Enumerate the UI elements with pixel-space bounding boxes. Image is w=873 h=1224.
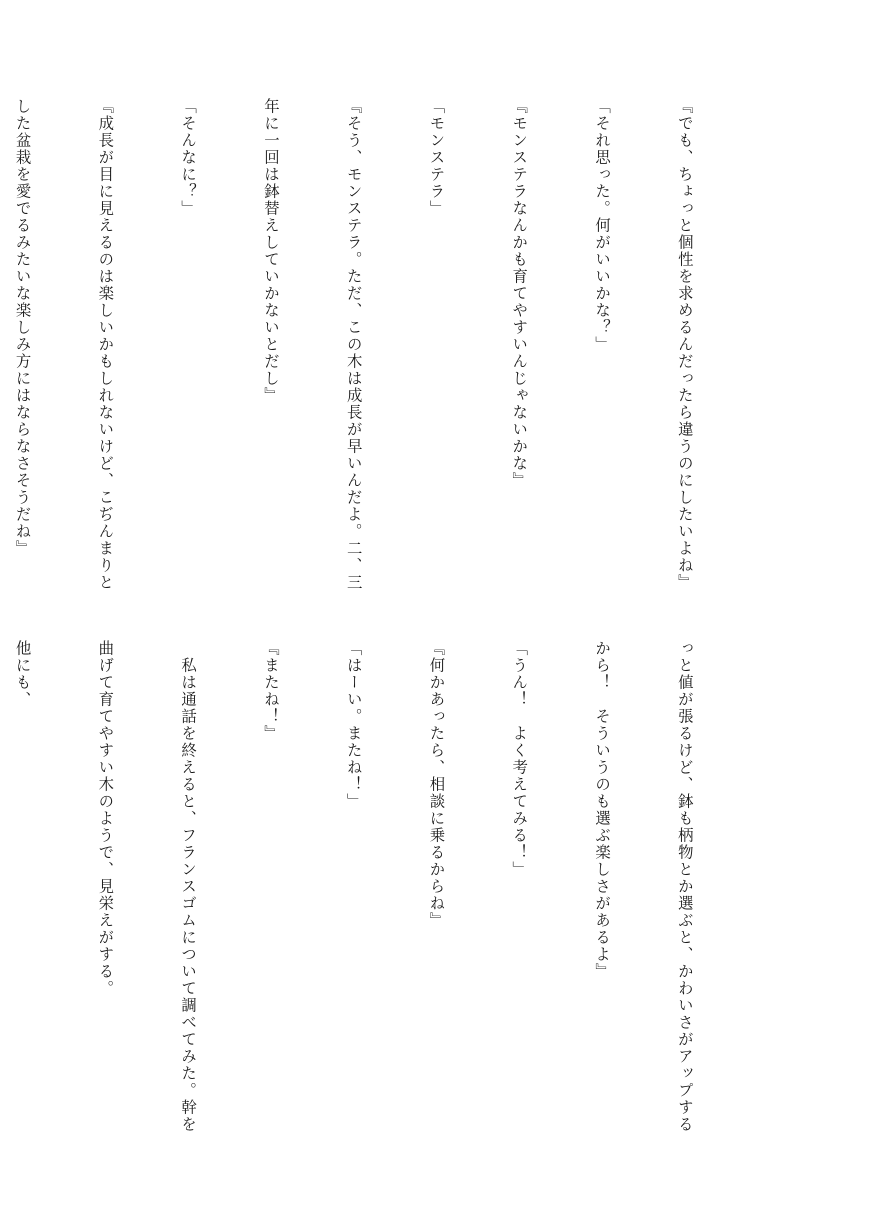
text-line: っと値が張るけど、鉢も柄物とか選ぶと、かわいさがアップする bbox=[675, 640, 694, 1133]
upper-text-block bbox=[13, 98, 753, 618]
lower-text-block bbox=[13, 640, 753, 1140]
text-line: 『成長が目に見えるのは楽しいかもしれないけど、こぢんまりと bbox=[96, 98, 115, 591]
text-line: 『またね！』 bbox=[261, 640, 280, 742]
text-line: 「モンステラ」 bbox=[427, 98, 446, 217]
text-line: 『そう、モンステラ。ただ、この木は成長が早いんだよ。二、三 bbox=[344, 98, 363, 591]
text-line: 年に一回は鉢替えしていかないとだし』 bbox=[261, 98, 280, 404]
text-line: 他にも、 bbox=[13, 640, 32, 708]
text-line: 「そんなに？」 bbox=[179, 98, 198, 217]
text-line: 「はーい。またね！」 bbox=[344, 640, 363, 810]
text-line: 『モンステラなんかも育てやすいんじゃないかな』 bbox=[510, 98, 529, 489]
text-line: 「それ思った。何がいいかな？」 bbox=[593, 98, 612, 353]
text-line: 「うん！ よく考えてみる！」 bbox=[510, 640, 529, 878]
text-line: 『でも、ちょっと個性を求めるんだったら違うのにしたいよね』 bbox=[675, 98, 694, 591]
text-line: 曲げて育てやすい木のようで、見栄えがする。 bbox=[96, 640, 115, 997]
text-line: 『何かあったら、相談に乗るからね』 bbox=[427, 640, 446, 929]
text-line: 私は通話を終えると、フランスゴムについて調べてみた。幹を bbox=[179, 640, 198, 1133]
text-line: から！ そういうのも選ぶ楽しさがあるよ』 bbox=[593, 640, 612, 980]
text-line: した盆栽を愛でるみたいな楽しみ方にはならなさそうだね』 bbox=[13, 98, 32, 557]
